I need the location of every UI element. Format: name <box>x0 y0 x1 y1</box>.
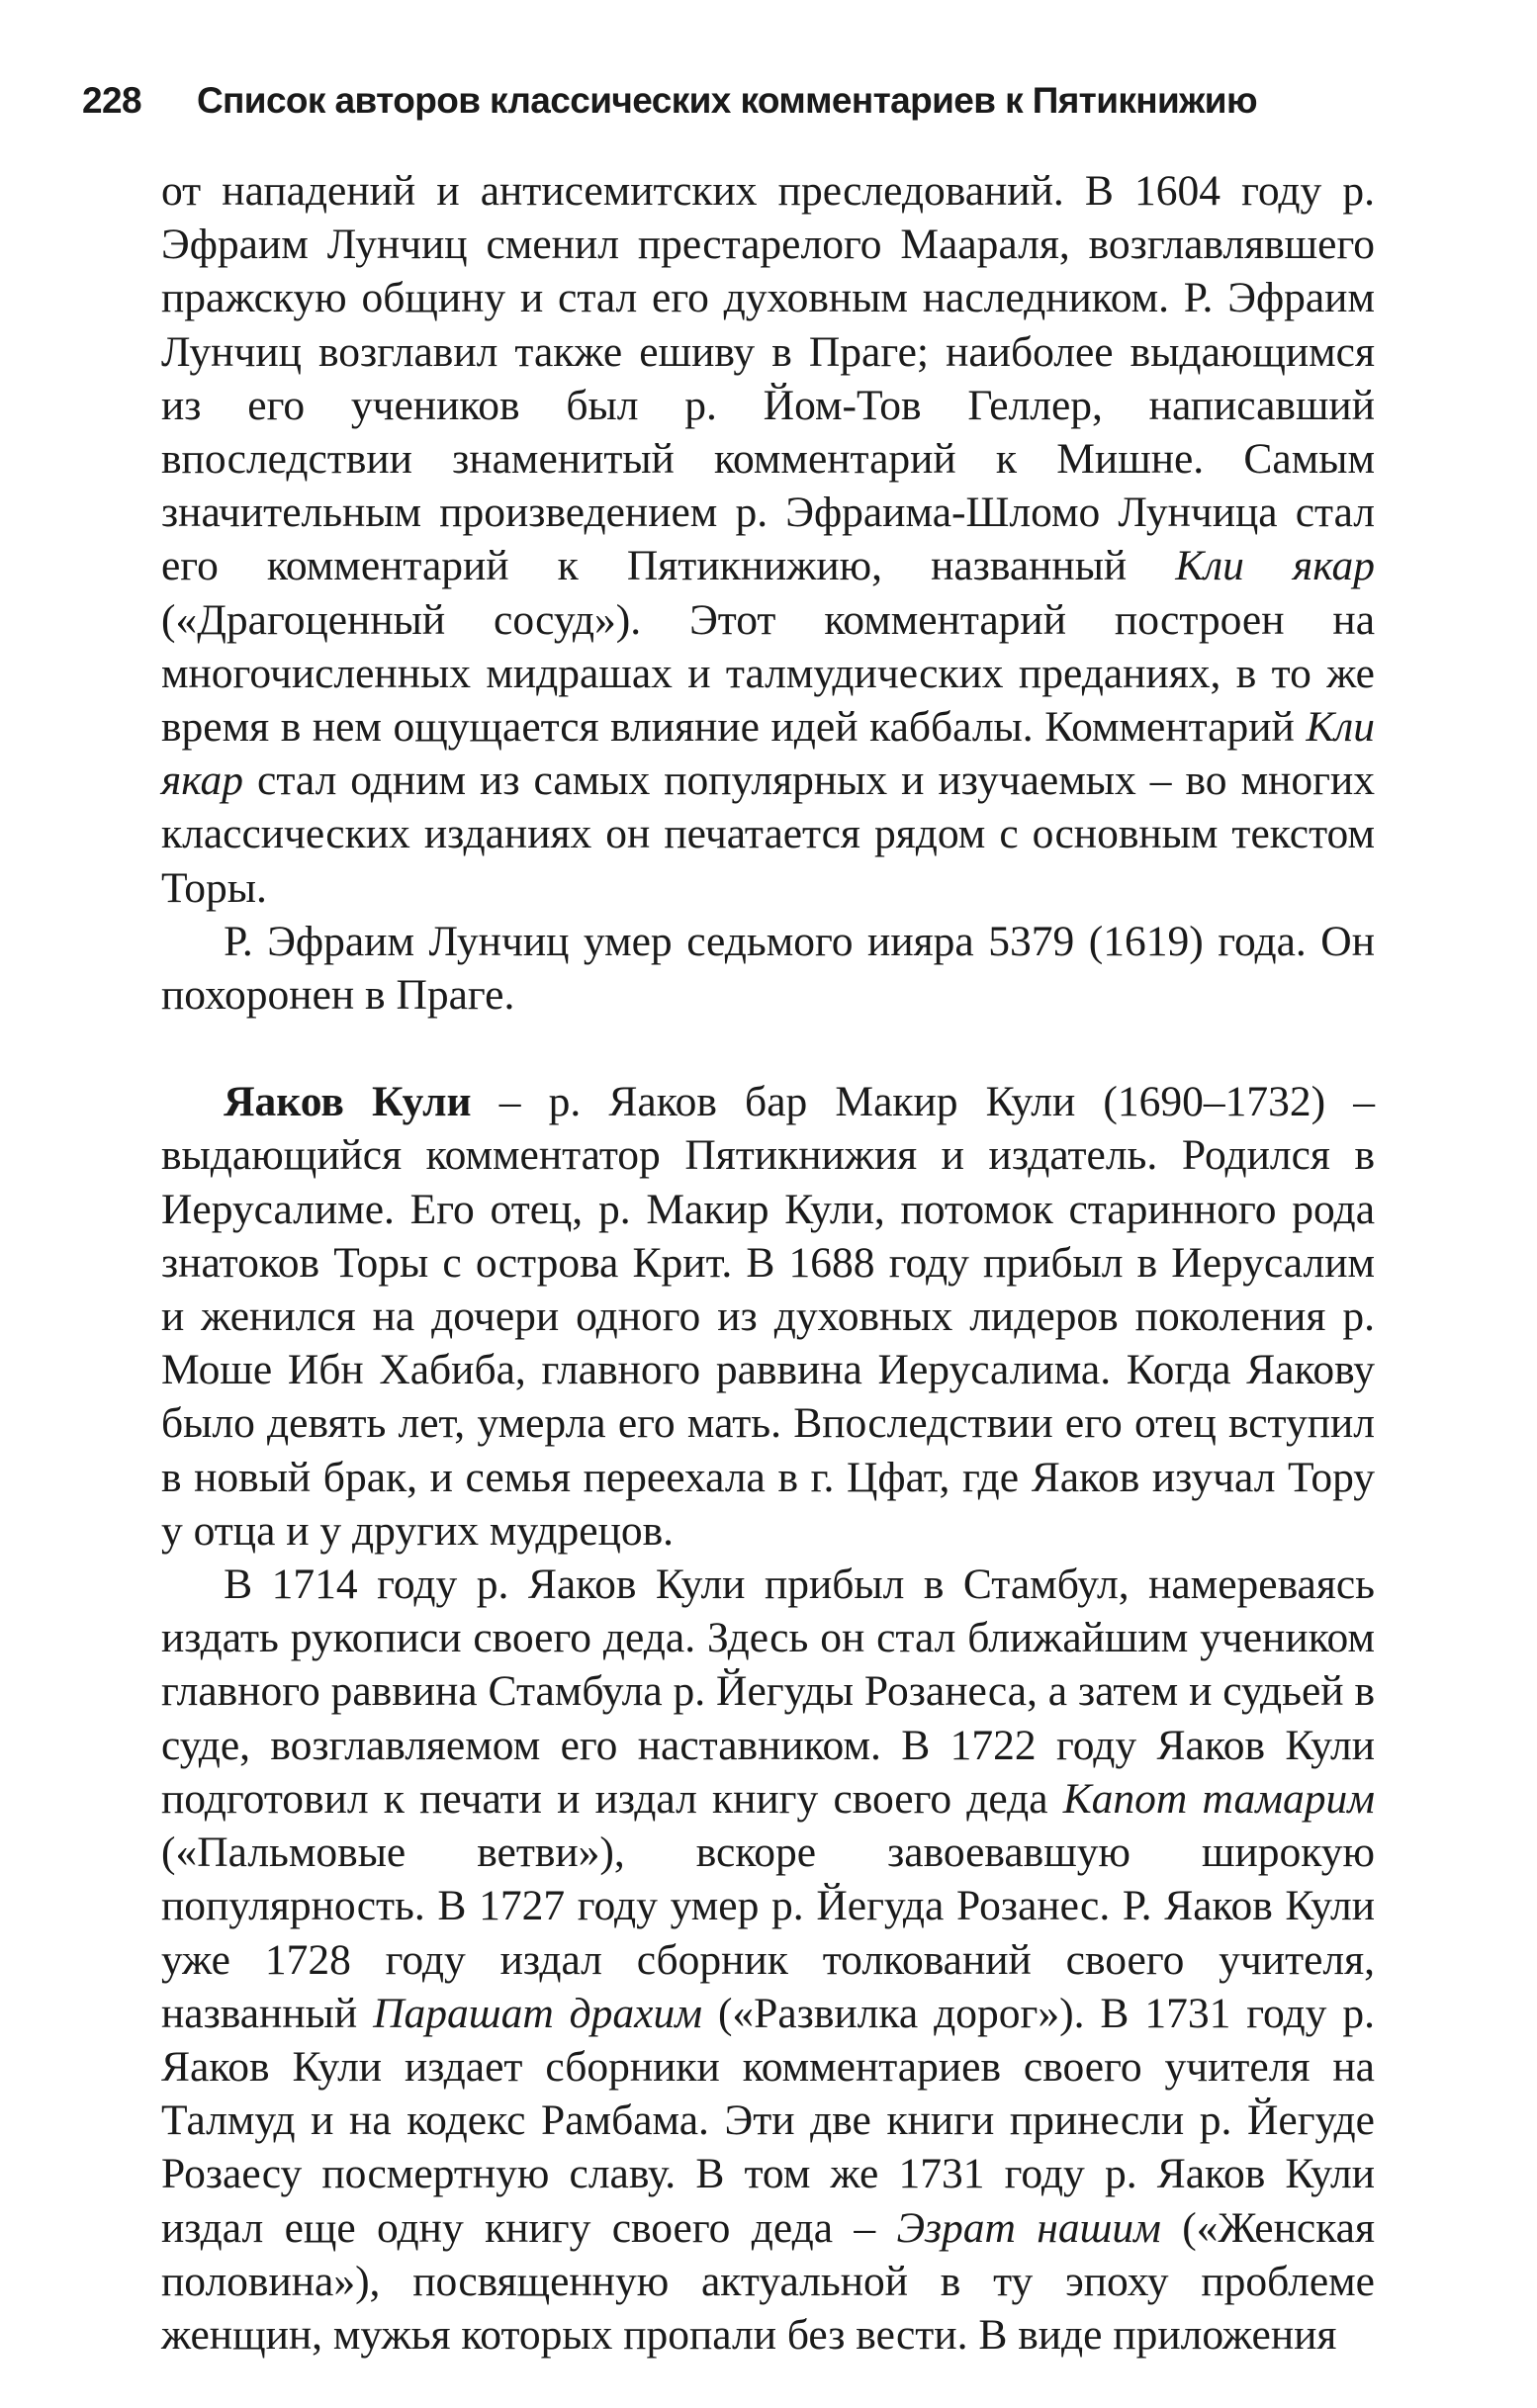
book-title-ezrat-nashim: Эзрат нашим <box>896 2203 1161 2252</box>
running-header <box>82 71 1388 131</box>
entry-separator <box>161 1022 1375 1075</box>
book-title-kli-yakar-2: Кли якар <box>161 703 1375 805</box>
book-title-kapot-tamarim: Капот тамарим <box>1062 1774 1375 1823</box>
paragraph-lunchits-death: Р. Эфраим Лунчиц умер седьмого иияра 5379 (1619) года. Он похоронен в Праге. <box>161 917 1375 1020</box>
running-title: Список авторов классических комментариев к Пятикнижию <box>196 80 1257 121</box>
paragraph-lunchits-continued: от нападений и антисемитских преследований. В 1604 году р. Эфраим Лунчиц сменил престарелого Маараля, возглавлявшего пражскую общину и стал его духовным наследником. Р. Эфраим Лунчиц возглавил также ешиву в Праге; наиболее выдающимся из его учеников был р. Йом-Тов Геллер, написавший впоследствии знаменитый комментарий к Мишне. Самым значительным произведением р. Эфраима-Шломо Лунчица стал его комментарий к Пятикнижию, названный Кли якар («Драгоценный сосуд»). Этот комментарий построен на многочисленных мидрашах и талмудических преданиях, в то же время в нем ощущается влияние идей каббалы. Комментарий Кли якар стал одним из самых популярных и изучаемых – во многих классических изданиях он печатается рядом с основным текстом Торы. <box>161 167 1375 912</box>
page-number: 228 <box>82 80 141 121</box>
main-text <box>161 164 1375 2362</box>
entry-heading: Яаков Кули <box>224 1078 472 1126</box>
book-title-parashat-drakhim: Парашат драхим <box>373 1989 702 2037</box>
paragraph-yaakov-kuli-entry: Яаков Кули – р. Яаков бар Макир Кули (1690–1732) – выдающийся комментатор Пятикнижия и издатель. Родился в Иерусалиме. Его отец, р. Макир Кули, потомок старинного рода знатоков Торы с острова Крит. В 1688 году прибыл в Иерусалим и женился на дочери одного из духовных лидеров поколения р. Моше Ибн Хабиба, главного раввина Иерусалима. Когда Яакову было девять лет, умерла его мать. Впоследствии его отец вступил в новый брак, и семья переехала в г. Цфат, где Яаков изучал Тору у отца и у других мудрецов. <box>161 1078 1375 1555</box>
book-title-kli-yakar: Кли якар <box>1175 542 1375 590</box>
paragraph-yaakov-kuli-istanbul: В 1714 году р. Яаков Кули прибыл в Стамбул, намереваясь издать рукописи своего деда. Здесь он стал ближайшим учеником главного раввина Стамбула р. Йегуды Розанеса, а затем и судьей в суде, возглавляемом его наставником. В 1722 году Яаков Кули подготовил к печати и издал книгу своего деда Капот тамарим («Пальмовые ветви»), вскоре завоевавшую широкую популярность. В 1727 году умер р. Йегуда Розанес. Р. Яаков Кули уже 1728 году издал сборник толкований своего учителя, названный Парашат драхим («Развилка дорог»). В 1731 году р. Яаков Кули издает сборники комментариев своего учителя на Талмуд и на кодекс Рамбама. Эти две книги принесли р. Йегуде Розаесу посмертную славу. В том же 1731 году р. Яаков Кули издал еще одну книгу своего деда – Эзрат нашим («Женская половина»), посвященную актуальной в ту эпоху проблеме женщин, мужья которых пропали без вести. В виде приложения <box>161 1561 1376 2359</box>
